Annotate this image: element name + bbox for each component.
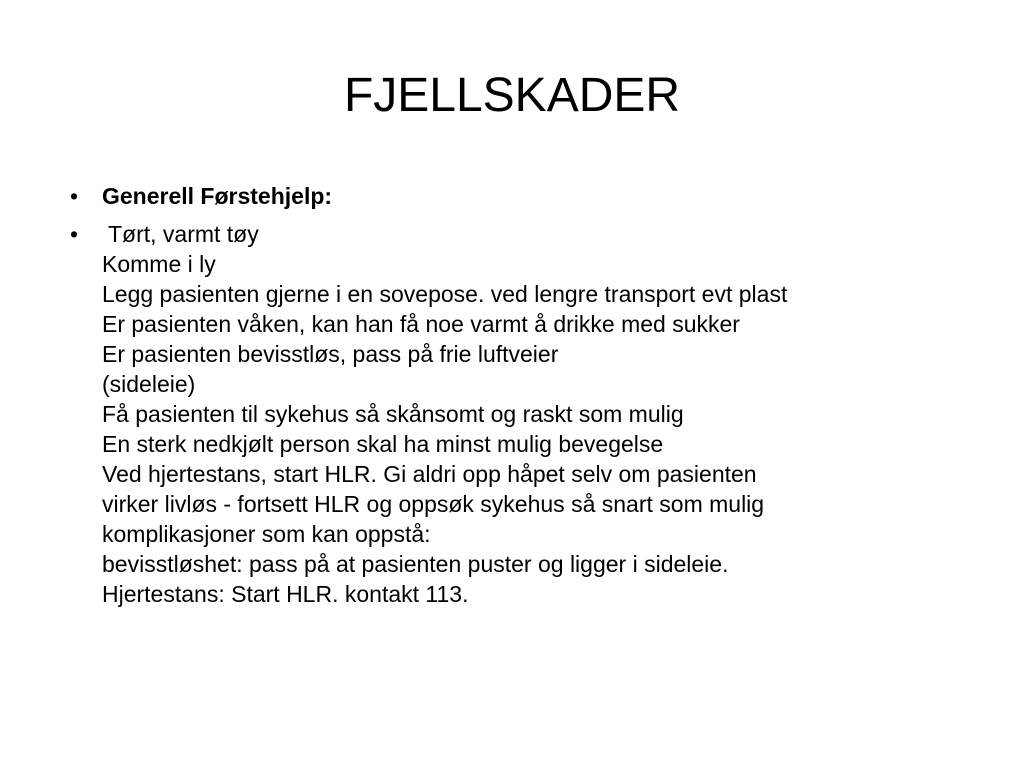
instruction-line: Er pasienten våken, kan han få noe varmt å drikke med sukker — [102, 311, 740, 337]
instruction-line: En sterk nedkjølt person skal ha minst mulig bevegelse — [102, 431, 664, 457]
instruction-line: Hjertestans: Start HLR. kontakt 113. — [102, 581, 469, 607]
instruction-line: Legg pasienten gjerne i en sovepose. ved lengre transport evt plast — [102, 281, 788, 307]
bullet-list — [70, 181, 988, 609]
bullet-item-heading — [70, 181, 988, 211]
instruction-line: komplikasjoner som kan oppstå: — [102, 521, 431, 547]
instruction-line: Ved hjertestans, start HLR. Gi aldri opp håpet selv om pasienten — [102, 461, 757, 487]
bullet-heading-text: Generell Førstehjelp: — [102, 183, 333, 209]
instruction-line: Tørt, varmt tøy — [102, 221, 259, 247]
instruction-line: Få pasienten til sykehus så skånsomt og raskt som mulig — [102, 401, 684, 427]
bullet-item-instructions — [70, 219, 988, 609]
instruction-line: bevisstløshet: pass på at pasienten puster og ligger i sideleie. — [102, 551, 729, 577]
slide-title: FJELLSKADER — [343, 69, 681, 122]
instruction-line: virker livløs - fortsett HLR og oppsøk sykehus så snart som mulig — [102, 491, 765, 517]
instruction-line: Er pasienten bevisstløs, pass på frie luftveier — [102, 341, 559, 367]
bullet-dot: • — [70, 221, 79, 247]
instruction-line: Komme i ly — [102, 251, 216, 277]
bullet-dot: • — [70, 183, 79, 209]
instruction-line: (sideleie) — [102, 371, 196, 397]
